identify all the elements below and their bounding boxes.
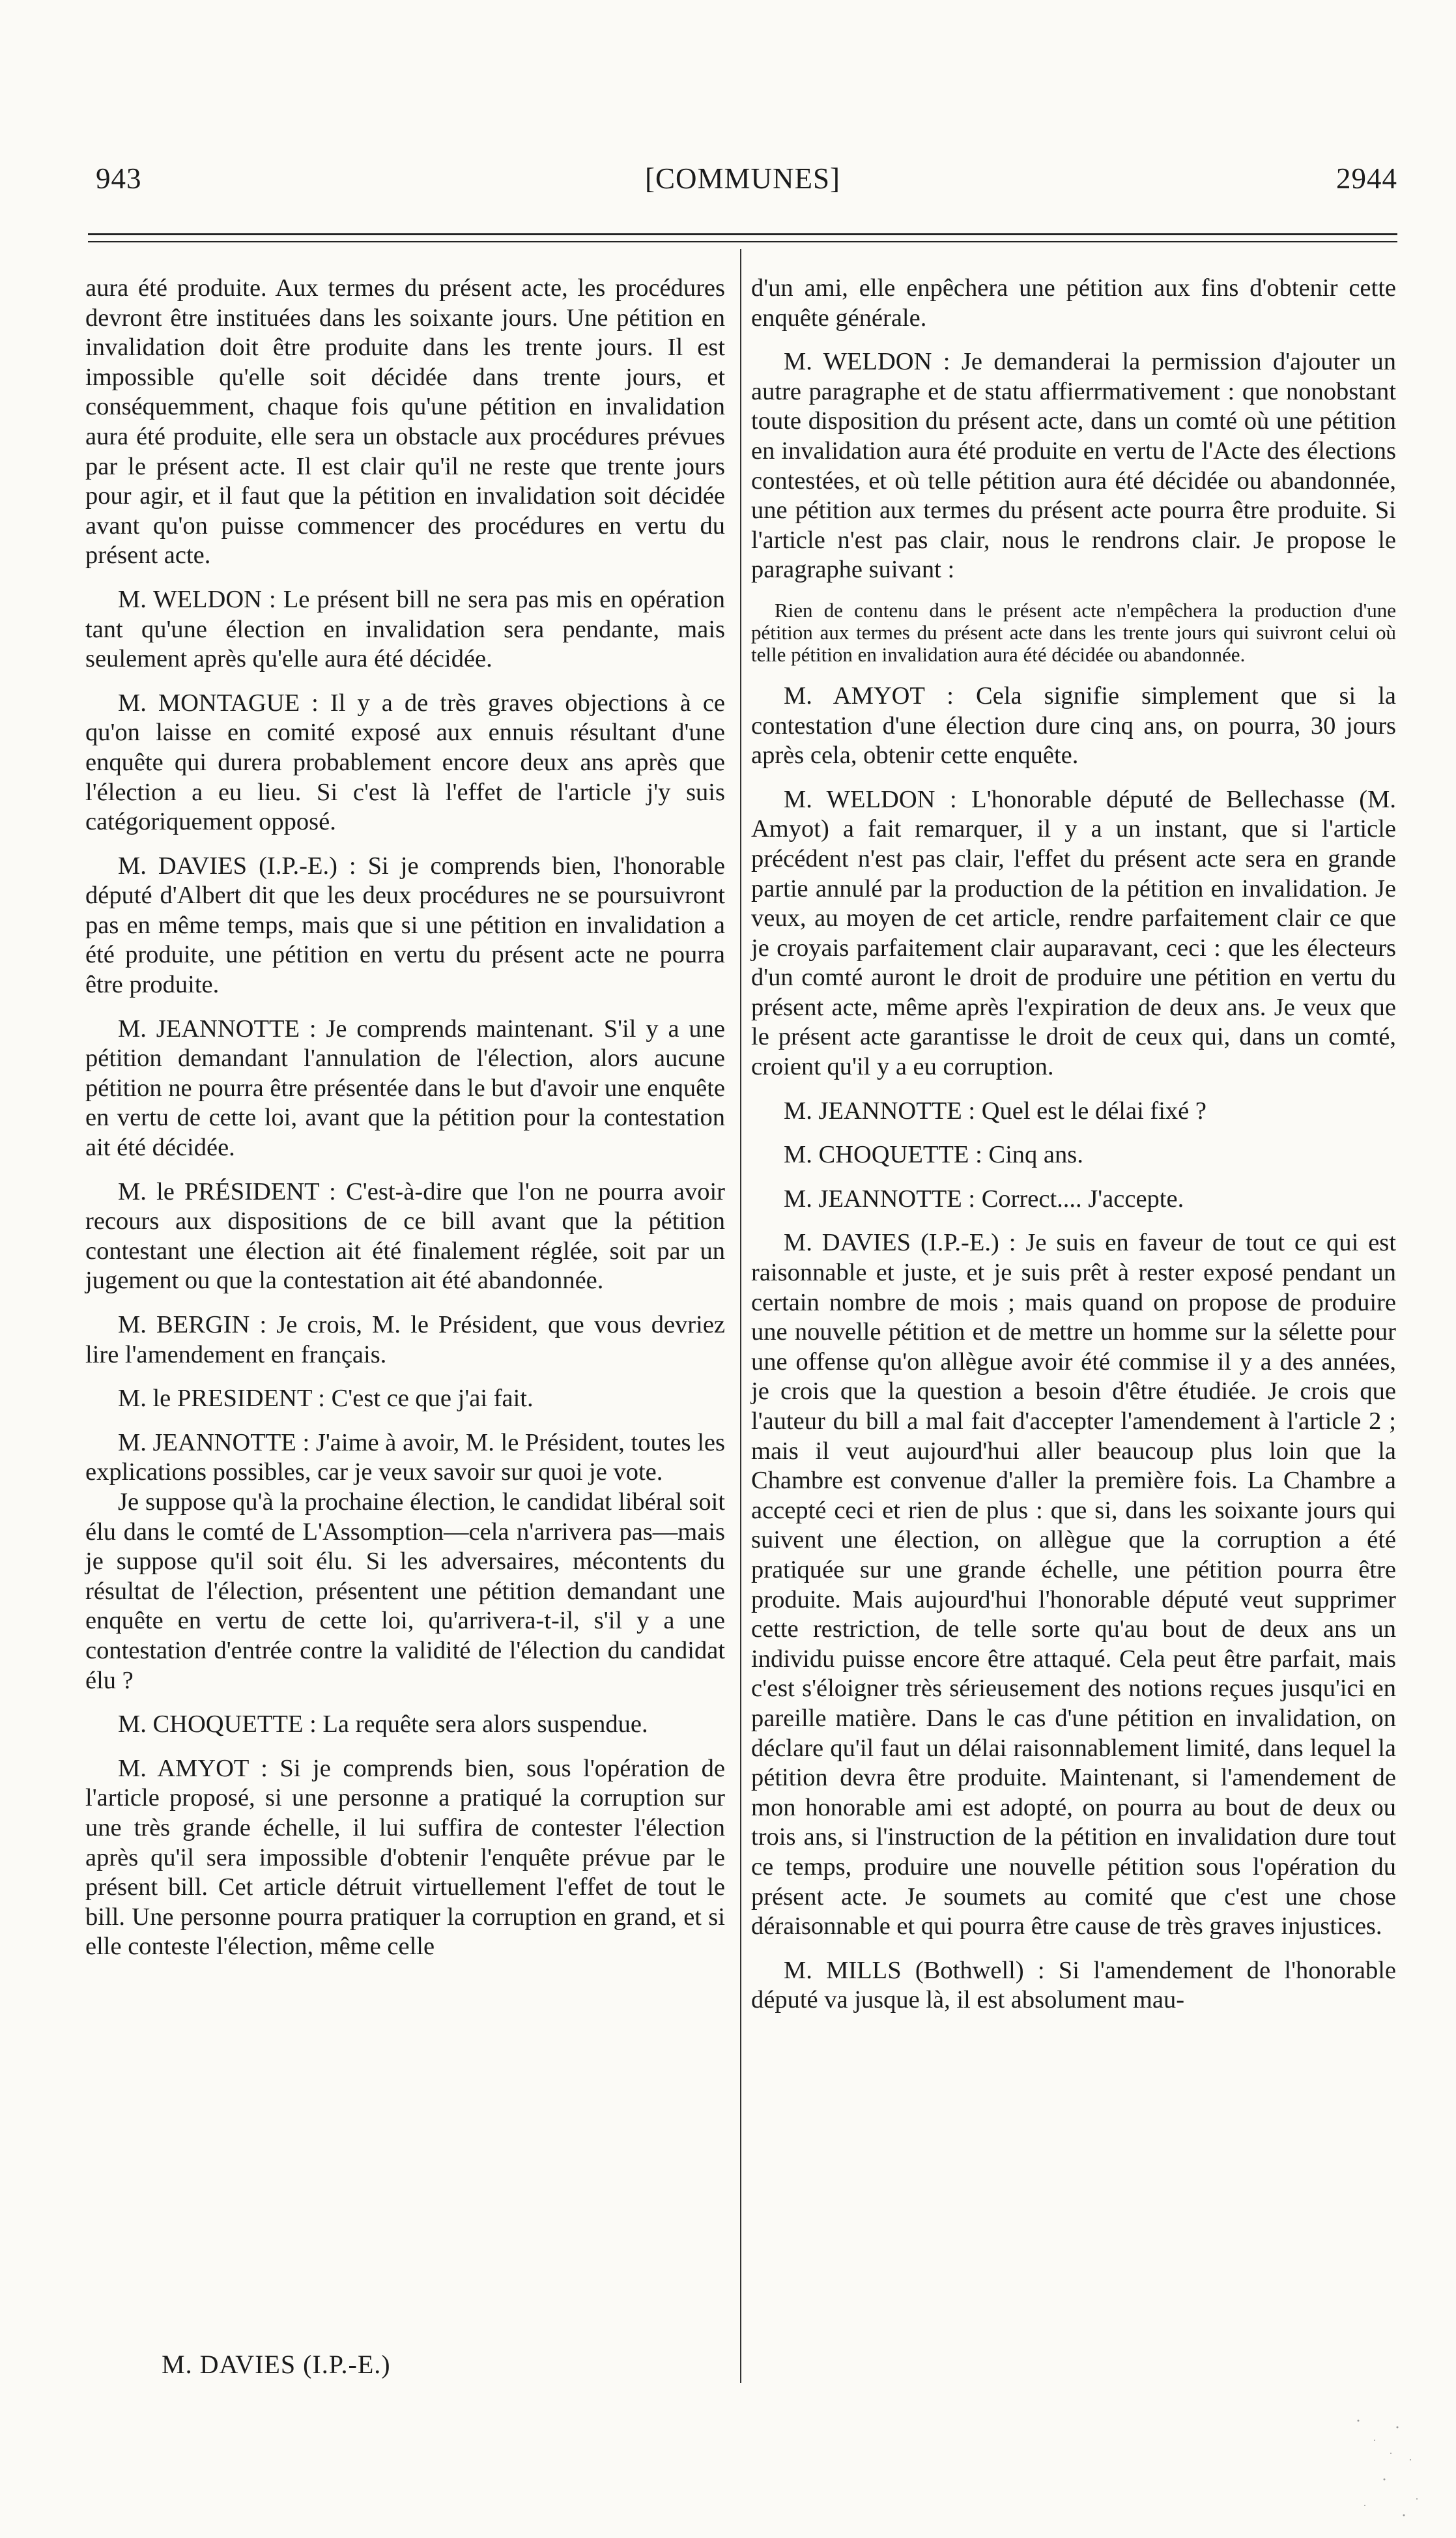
paragraph: M. JEANNOTTE : J'aime à avoir, M. le Président, toutes les explications possibles, car je veux savoir sur quoi je vote. bbox=[85, 1428, 725, 1486]
paragraph: M. JEANNOTTE : Correct.... J'accepte. bbox=[784, 1185, 1184, 1213]
paragraph: M. le PRÉSIDENT : C'est-à-dire que l'on ne pourra avoir recours aux dispositions de ce bill avant que la pétition contestant une élection ait été finalement réglée, soit par un jugement ou que la contestation ait été abandonnée. bbox=[85, 1177, 725, 1295]
header-rule bbox=[88, 233, 1397, 235]
paragraph: M. JEANNOTTE : Je comprends maintenant. S'il y a une pétition demandant l'annulation de l'élection, alors aucune pétition ne pourra être présentée dans le but d'avoir une enquête en vertu de cette loi, avant que la pétition pour la contestation ait été décidée. bbox=[85, 1015, 725, 1162]
paragraph: M. AMYOT : Si je comprends bien, sous l'opération de l'article proposé, si une personne a pratiqué la corruption sur une très grande échelle, il lui suffira de contester l'élection après qu'il sera impossible d'obtenir l'enquête prévue par le présent bill. Cet article détruit virtuellement l'effet de tout le bill. Une personne pourra pratiquer la corruption en grand, et si elle conteste l'élection, même celle bbox=[85, 1754, 725, 1961]
paragraph: d'un ami, elle enpêchera une pétition aux fins d'obtenir cette enquête générale. bbox=[751, 274, 1396, 332]
left-column bbox=[85, 274, 725, 1976]
page-number-right: 2944 bbox=[1336, 162, 1397, 195]
paragraph: M. WELDON : Je demanderai la permission d'ajouter un autre paragraphe et de statu affierrmativement : que nonobstant toute disposition du présent acte, dans un comté où une pétition en invalidation aura été produite en vertu de l'Acte des élections contestées, et où telle pétition aura été décidée ou abandonnée, une pétition aux termes du présent acte pourra être produite. Si l'article n'est pas clair, nous le rendrons clair. Je propose le paragraphe suivant : bbox=[751, 348, 1396, 584]
quoted-amendment: Rien de contenu dans le présent acte n'empêchera la production d'une pétition aux termes du présent acte dans les trente jours qui suivront celui où telle pétition en invalidation aura été décidée ou abandonnée. bbox=[751, 598, 1396, 666]
paragraph: M. DAVIES (I.P.-E.) : Je suis en faveur de tout ce qui est raisonnable et juste, et je suis prêt à rester exposé pendant un certain nombre de mois ; mais quand on propose de produire une nouvelle pétition et de mettre un homme sur la sélette pour une offense qu'on allègue avoir été commise il y a des années, je crois que la question a besoin d'être étudiée. Je crois que l'auteur du bill a mal fait d'accepter l'amendement à l'article 2 ; mais il veut aujourd'hui aller beaucoup plus loin que la Chambre est convenue d'aller la première fois. La Chambre a accepté ceci et rien de plus : que si, dans les soixante jours qui suivent une élection, on allègue que la corruption a été pratiquée sur une grande échelle, une pétition pourra être produite. Mais aujourd'hui l'honorable député veut supprimer cette restriction, de telle sorte qu'au bout de deux ans un individu puisse encore être attaqué. Cela peut être parfait, mais c'est s'éloigner très sérieusement des notions reçues jusqu'ici en pareille matière. Dans le cas d'une pétition en invalidation, on déclare qu'il faut un délai raisonnablement limité, dans lequel la pétition devra être produite. Maintenant, si l'amendement de mon honorable ami est adopté, on pourra au bout de deux ou trois ans, si l'instruction de la pétition en invalidation dure tout ce temps, produire une nouvelle pétition sous l'opération du présent acte. Je soumets au comité que c'est une chose déraisonnable et qui pourra être cause de très graves injustices. bbox=[751, 1229, 1396, 1940]
paragraph: M. MONTAGUE : Il y a de très graves objections à ce qu'on laisse en comité exposé aux ennuis résultant d'une enquête qui durera probablement encore deux ans après que l'élection a eu lieu. Si c'est là l'effet de l'article j'y suis catégoriquement opposé. bbox=[85, 689, 725, 836]
paragraph: M. MILLS (Bothwell) : Si l'amendement de l'honorable député va jusque là, il est absolument mau- bbox=[751, 1956, 1396, 2014]
right-column bbox=[751, 274, 1396, 2030]
paragraph: M. le PRESIDENT : C'est ce que j'ai fait. bbox=[118, 1385, 534, 1413]
catchword-speaker: M. DAVIES (I.P.-E.) bbox=[162, 2350, 391, 2379]
paragraph: aura été produite. Aux termes du présent acte, les procédures devront être instituées dans les soixante jours. Une pétition en invalidation doit être produite dans les trente jours. Il est impossible qu'elle soit décidée dans trente jours, et conséquemment, chaque fois qu'une pétition en invalidation aura été produite, elle sera un obstacle aux procédures prévues par le présent acte. Il est clair qu'il ne reste que trente jours pour agir, et il faut que la pétition en invalidation soit décidée avant qu'on puisse commencer des procédures en vertu du présent acte. bbox=[85, 274, 725, 570]
column-divider bbox=[740, 249, 741, 2383]
paragraph: M. WELDON : Le présent bill ne sera pas mis en opération tant qu'une élection en invalidation sera pendante, mais seulement après qu'elle aura été décidée. bbox=[85, 585, 725, 673]
header-rule-secondary bbox=[88, 241, 1397, 242]
section-title: [COMMUNES] bbox=[644, 162, 841, 195]
paragraph: M. DAVIES (I.P.-E.) : Si je comprends bien, l'honorable député d'Albert dit que les deux procédures ne se poursuivront pas en même temps, mais que si une pétition en invalidation a été produite, une pétition en vertu du présent acte ne pourra être produite. bbox=[85, 852, 725, 999]
page-header bbox=[88, 155, 1397, 207]
paragraph: M. AMYOT : Cela signifie simplement que si la contestation d'une élection dure cinq ans, on pourra, 30 jours après cela, obtenir cette enquête. bbox=[751, 682, 1396, 770]
paper-speckle-decoration bbox=[1345, 2401, 1430, 2525]
paragraph: Je suppose qu'à la prochaine élection, le candidat libéral soit élu dans le comté de L'Assomption—cela n'arrivera pas—mais je suppose qu'il soit élu. Si les adversaires, mécontents du résultat de l'élection, présentent une pétition demandant une enquête en vertu de cette loi, qu'arrivera-t-il, s'il y a une contestation d'entrée contre la validité de l'élection du candidat élu ? bbox=[85, 1488, 725, 1694]
paragraph: M. BERGIN : Je crois, M. le Président, que vous devriez lire l'amendement en français. bbox=[85, 1311, 725, 1368]
paragraph: M. JEANNOTTE : Quel est le délai fixé ? bbox=[784, 1097, 1206, 1125]
paragraph: M. CHOQUETTE : Cinq ans. bbox=[784, 1141, 1083, 1169]
paragraph: M. CHOQUETTE : La requête sera alors suspendue. bbox=[118, 1710, 648, 1738]
paragraph: M. WELDON : L'honorable député de Bellechasse (M. Amyot) a fait remarquer, il y a un instant, que si l'article précédent n'est pas clair, l'effet du présent acte sera en grande partie annulé par la production de la pétition en invalidation. Je veux, au moyen de cet article, rendre parfaitement clair ce que je croyais parfaitement clair auparavant, ceci : que les électeurs d'un comté auront le droit de produire une pétition en vertu du présent acte, même après l'expiration de deux ans. Je veux que le présent acte garantisse le droit de ceux qui, dans un comté, croient qu'il y a eu corruption. bbox=[751, 785, 1396, 1081]
page-number-left: 943 bbox=[96, 162, 142, 195]
